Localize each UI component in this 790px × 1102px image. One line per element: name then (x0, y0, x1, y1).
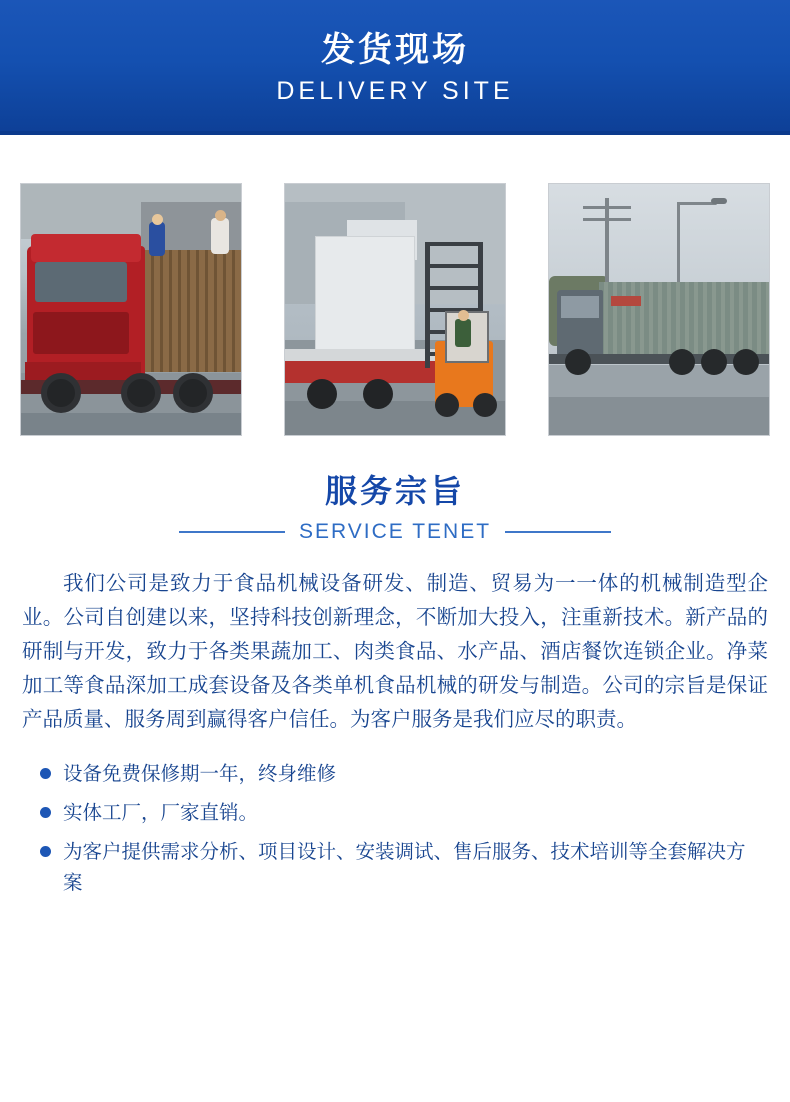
banner-title-en: DELIVERY SITE (276, 76, 514, 105)
worker-figure (149, 222, 165, 256)
utility-pole-arm (583, 218, 631, 221)
windshield (561, 296, 599, 318)
bullet-dot-icon (40, 846, 51, 857)
street-lamp-head (711, 198, 727, 204)
photo-gallery (0, 135, 790, 436)
list-item-label: 设备免费保修期一年，终身维修 (63, 762, 337, 786)
forklift-wheel (473, 393, 497, 417)
wheel (41, 373, 81, 413)
wheel (363, 379, 393, 409)
truck-grille (33, 312, 129, 354)
divider-right (505, 531, 611, 533)
wheel (173, 373, 213, 413)
forklift-loading-photo (284, 183, 506, 436)
wheel (733, 349, 759, 375)
header-banner (0, 0, 790, 135)
wheel (121, 373, 161, 413)
red-truck-loading-photo (20, 183, 242, 436)
bullet-dot-icon (40, 807, 51, 818)
ground-shadow (21, 413, 241, 435)
wheel (701, 349, 727, 375)
list-item (40, 836, 754, 898)
bullet-dot-icon (40, 768, 51, 779)
container-ribbing (599, 282, 770, 354)
list-item-label: 为客户提供需求分析、项目设计、安装调试、售后服务、技术培训等全套解决方案 (63, 840, 746, 895)
tenet-title-en: SERVICE TENET (298, 520, 492, 544)
container-label (611, 296, 641, 306)
worker-figure (211, 218, 229, 254)
utility-pole-arm (583, 206, 631, 209)
tenet-title-cn: 服务宗旨 (324, 473, 465, 509)
tenet-subtitle-row (0, 520, 790, 544)
service-tenet-heading (0, 472, 790, 544)
service-commitments-list (40, 758, 754, 898)
list-item-label: 实体工厂，厂家直销。 (63, 801, 259, 825)
wheel (307, 379, 337, 409)
wheel (669, 349, 695, 375)
list-item (40, 797, 754, 828)
container-truck-photo (548, 183, 770, 436)
forklift-driver-head (458, 310, 469, 321)
divider-left (179, 531, 285, 533)
banner-title-cn: 发货现场 (321, 31, 469, 70)
rail-post (425, 242, 430, 368)
trailer-panel-texture (145, 250, 242, 372)
worker-head (152, 214, 163, 225)
worker-head (215, 210, 226, 221)
list-item (40, 758, 754, 789)
windshield (35, 262, 127, 302)
forklift-wheel (435, 393, 459, 417)
truck-bumper (25, 362, 141, 382)
wrapped-cargo (315, 236, 415, 356)
wheel (565, 349, 591, 375)
forklift-driver (455, 319, 471, 347)
company-description-paragraph: 我们公司是致力于食品机械设备研发、制造、贸易为一一体的机械制造型企业。公司自创建以来，坚持科技创新理念，不断加大投入，注重新技术。新产品的研制与开发，致力于各类果蔬加工、肉类食品、水产品、酒店餐饮连锁企业。净菜加工等食品深加工成套设备及各类单机食品机械的研发与制造。公司的宗旨是保证产品质量、服务周到赢得客户信任。为客户服务是我们应尽的职责。 (22, 571, 768, 732)
road-surface (549, 397, 769, 435)
truck-cab-roof (31, 234, 141, 262)
